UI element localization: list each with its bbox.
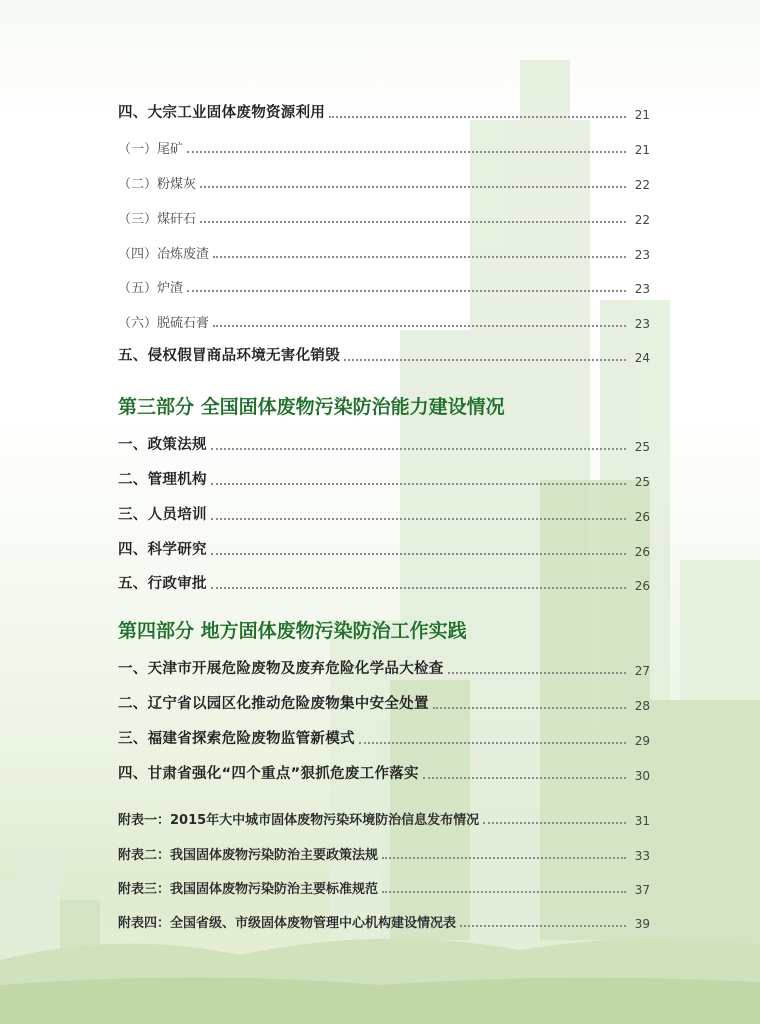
dot-leader: [187, 290, 626, 292]
entry-page: 21: [634, 108, 650, 122]
dot-leader: [483, 822, 626, 824]
entry-page: 23: [634, 317, 650, 331]
entry-title: 四、科学研究: [118, 542, 207, 558]
entry-page: 29: [634, 734, 650, 748]
toc-entry[interactable]: [118, 658, 650, 678]
entry-page: 21: [634, 143, 650, 157]
dot-leader: [211, 587, 626, 589]
entry-title: （五）炉渣: [118, 281, 184, 296]
toc-entry[interactable]: [118, 877, 650, 897]
entry-title: 二、辽宁省以园区化推动危险废物集中安全处置: [118, 696, 429, 712]
entry-page: 23: [634, 248, 650, 262]
dot-leader: [433, 707, 626, 709]
entry-page: 25: [634, 440, 650, 454]
entry-title: （四）冶炼废渣: [118, 247, 210, 262]
entry-page: 39: [634, 917, 650, 931]
entry-title: 三、人员培训: [118, 507, 207, 523]
toc-entry[interactable]: [118, 242, 650, 262]
entry-title: 五、行政审批: [118, 576, 207, 592]
entry-title: （二）粉煤灰: [118, 177, 197, 192]
entry-title: （一）尾矿: [118, 142, 184, 157]
toc-entry[interactable]: [118, 843, 650, 863]
dot-leader: [211, 518, 626, 520]
entry-page: 33: [634, 849, 650, 863]
toc-entry[interactable]: [118, 539, 650, 559]
toc-entry[interactable]: [118, 693, 650, 713]
toc-entry[interactable]: [118, 434, 650, 454]
entry-title: 附表三：我国固体废物污染防治主要标准规范: [118, 882, 379, 897]
entry-title: 附表四：全国省级、市级固体废物管理中心机构建设情况表: [118, 916, 457, 931]
dot-leader: [213, 256, 626, 258]
dot-leader: [460, 925, 626, 927]
dot-leader: [359, 742, 626, 744]
toc-entry[interactable]: [118, 311, 650, 331]
entry-title: 五、侵权假冒商品环境无害化销毁: [118, 348, 340, 364]
entry-title: （六）脱硫石膏: [118, 316, 210, 331]
entry-title: （三）煤矸石: [118, 212, 197, 227]
entry-page: 28: [634, 699, 650, 713]
entry-page: 27: [634, 664, 650, 678]
entry-page: 31: [634, 814, 650, 828]
entry-page: 25: [634, 475, 650, 489]
toc-entry[interactable]: [118, 763, 650, 783]
dot-leader: [382, 891, 626, 893]
toc-entry[interactable]: [118, 137, 650, 157]
toc-entry[interactable]: [118, 345, 650, 365]
toc-entry[interactable]: [118, 808, 650, 828]
entry-page: 26: [634, 545, 650, 559]
entry-page: 26: [634, 579, 650, 593]
entry-title: 三、福建省探索危险废物监管新模式: [118, 731, 355, 747]
dot-leader: [211, 553, 626, 555]
dot-leader: [344, 359, 626, 361]
toc-entry[interactable]: [118, 911, 650, 931]
dot-leader: [187, 151, 626, 153]
entry-page: 24: [634, 351, 650, 365]
entry-page: 37: [634, 883, 650, 897]
dot-leader: [448, 672, 626, 674]
part-heading: 第三部分 全国固体废物污染防治能力建设情况: [118, 396, 505, 418]
entry-title: 四、甘肃省强化“四个重点”狠抓危废工作落实: [118, 766, 419, 782]
dot-leader: [423, 777, 626, 779]
entry-title: 二、管理机构: [118, 472, 207, 488]
toc-entry[interactable]: [118, 207, 650, 227]
entry-title: 附表一：2015年大中城市固体废物污染环境防治信息发布情况: [118, 813, 480, 828]
toc-entry[interactable]: [118, 504, 650, 524]
entry-title: 一、政策法规: [118, 437, 207, 453]
entry-page: 30: [634, 769, 650, 783]
dot-leader: [329, 116, 626, 118]
entry-page: 22: [634, 178, 650, 192]
entry-page: 26: [634, 510, 650, 524]
dot-leader: [213, 325, 626, 327]
dot-leader: [211, 483, 626, 485]
entry-title: 附表二：我国固体废物污染防治主要政策法规: [118, 848, 379, 863]
toc-entry[interactable]: [118, 728, 650, 748]
entry-page: 23: [634, 282, 650, 296]
toc-entry[interactable]: [118, 276, 650, 296]
dot-leader: [382, 857, 626, 859]
entry-title: 四、大宗工业固体废物资源利用: [118, 105, 326, 121]
toc-entry[interactable]: [118, 102, 650, 122]
part-heading: 第四部分 地方固体废物污染防治工作实践: [118, 620, 467, 642]
dot-leader: [200, 221, 626, 223]
entry-page: 22: [634, 213, 650, 227]
toc-entry[interactable]: [118, 172, 650, 192]
toc-entry[interactable]: [118, 573, 650, 593]
dot-leader: [211, 448, 626, 450]
toc-entry[interactable]: [118, 469, 650, 489]
dot-leader: [200, 186, 626, 188]
entry-title: 一、天津市开展危险废物及废弃危险化学品大检查: [118, 661, 444, 677]
